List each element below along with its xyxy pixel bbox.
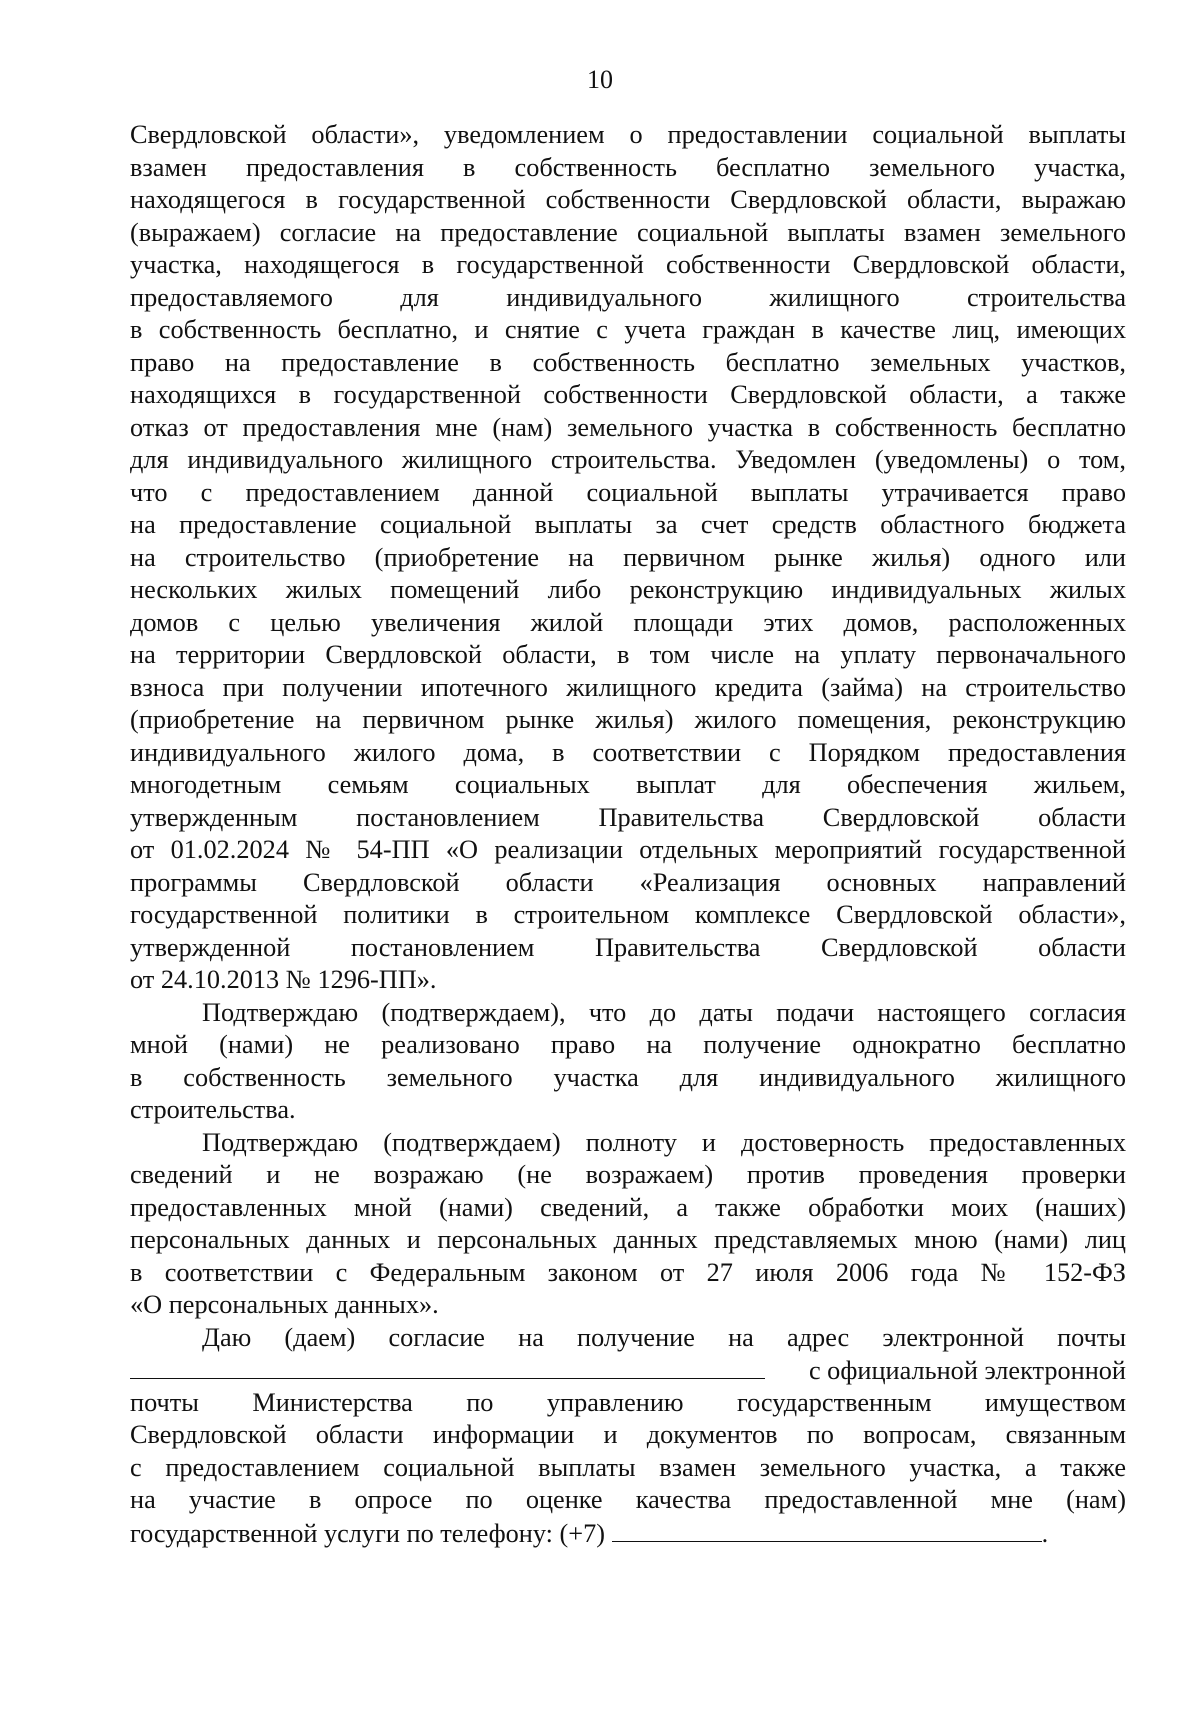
text-line: от 24.10.2013 № 1296-ПП». xyxy=(130,965,437,994)
phone-line-suffix: . xyxy=(1041,1518,1049,1548)
text-line: нескольких жилых помещений либо реконструкцию индивидуальных жилых xyxy=(130,575,1126,604)
phone-line xyxy=(130,1517,1126,1550)
text-line: государственной политики в строительном комплексе Свердловской области», xyxy=(130,900,1126,929)
text-line: многодетным семьям социальных выплат для обеспечения жильем, xyxy=(130,770,1126,799)
phone-blank-field[interactable] xyxy=(612,1517,1042,1542)
text-line: право на предоставление в собственность бесплатно земельных участков, xyxy=(130,347,1126,377)
text-line: в собственность земельного участка для индивидуального жилищного xyxy=(130,1062,1126,1092)
text-line: Свердловской области», уведомлением о предоставлении социальной выплаты xyxy=(130,120,1126,149)
text-line: утвержденной постановлением Правительства Свердловской области xyxy=(130,932,1126,962)
text-line: (выражаем) согласие на предоставление социальной выплаты взамен земельного xyxy=(130,217,1126,247)
text-line: «О персональных данных». xyxy=(130,1290,439,1319)
text-line: домов с целью увеличения жилой площади этих домов, расположенных xyxy=(130,607,1126,637)
text-line: для индивидуального жилищного строительства. Уведомлен (уведомлены) о том, xyxy=(130,445,1126,474)
text-line: что с предоставлением данной социальной выплаты утрачивается право xyxy=(130,477,1126,507)
document-body xyxy=(130,119,1126,1549)
text-line: находящихся в государственной собственности Свердловской области, а также xyxy=(130,380,1126,409)
email-blank-field[interactable] xyxy=(130,1354,765,1379)
text-line: предоставляемого для индивидуального жилищного строительства xyxy=(130,282,1126,312)
text-line: от 01.02.2024 № 54-ПП «О реализации отдельных мероприятий государственной xyxy=(130,835,1126,864)
text-line: (приобретение на первичном рынке жилья) жилого помещения, реконструкцию xyxy=(130,705,1126,734)
text-line: на строительство (приобретение на первичном рынке жилья) одного или xyxy=(130,542,1126,572)
text-line: утвержденным постановлением Правительства Свердловской области xyxy=(130,802,1126,832)
text-line: с предоставлением социальной выплаты взамен земельного участка, а также xyxy=(130,1452,1126,1482)
text-line: персональных данных и персональных данных представляемых мною (нами) лиц xyxy=(130,1225,1126,1254)
text-line: находящегося в государственной собственности Свердловской области, выражаю xyxy=(130,185,1126,214)
text-line: мной (нами) не реализовано право на получение однократно бесплатно xyxy=(130,1030,1126,1059)
text-line: в соответствии с Федеральным законом от 27 июля 2006 года № 152-ФЗ xyxy=(130,1257,1126,1287)
text-line: взамен предоставления в собственность бесплатно земельного участка, xyxy=(130,152,1126,182)
text-line: Подтверждаю (подтверждаем), что до даты подачи настоящего согласия xyxy=(202,997,1126,1027)
email-line-suffix: с официальной электронной xyxy=(808,1356,1126,1385)
text-line: индивидуального жилого дома, в соответствии с Порядком предоставления xyxy=(130,737,1126,767)
text-line: предоставленных мной (нами) сведений, а также обработки моих (наших) xyxy=(130,1192,1126,1222)
text-line: почты Министерства по управлению государственным имуществом xyxy=(130,1387,1126,1417)
text-line: на участие в опросе по оценке качества предоставленной мне (нам) xyxy=(130,1485,1126,1514)
text-line: Даю (даем) согласие на получение на адрес электронной почты xyxy=(202,1322,1126,1352)
text-line: программы Свердловской области «Реализация основных направлений xyxy=(130,867,1126,897)
text-line: на территории Свердловской области, в том числе на уплату первоначального xyxy=(130,640,1126,669)
text-line: в собственность бесплатно, и снятие с учета граждан в качестве лиц, имеющих xyxy=(130,315,1126,344)
paragraphs-block xyxy=(130,119,1126,1354)
text-line: взноса при получении ипотечного жилищного кредита (займа) на строительство xyxy=(130,672,1126,702)
paragraphs-after-block xyxy=(130,1387,1126,1517)
text-line: отказ от предоставления мне (нам) земельного участка в собственность бесплатно xyxy=(130,412,1126,442)
text-line: сведений и не возражаю (не возражаем) против проведения проверки xyxy=(130,1160,1126,1189)
email-line xyxy=(130,1354,1126,1387)
text-line: участка, находящегося в государственной собственности Свердловской области, xyxy=(130,250,1126,279)
text-line: Свердловской области информации и документов по вопросам, связанным xyxy=(130,1420,1126,1449)
phone-line-prefix: государственной услуги по телефону: (+7) xyxy=(130,1518,606,1548)
text-line: на предоставление социальной выплаты за счет средств областного бюджета xyxy=(130,510,1126,539)
page-number: 10 xyxy=(587,65,613,94)
text-line: строительства. xyxy=(130,1095,296,1124)
text-line: Подтверждаю (подтверждаем) полноту и достоверность предоставленных xyxy=(202,1127,1126,1157)
